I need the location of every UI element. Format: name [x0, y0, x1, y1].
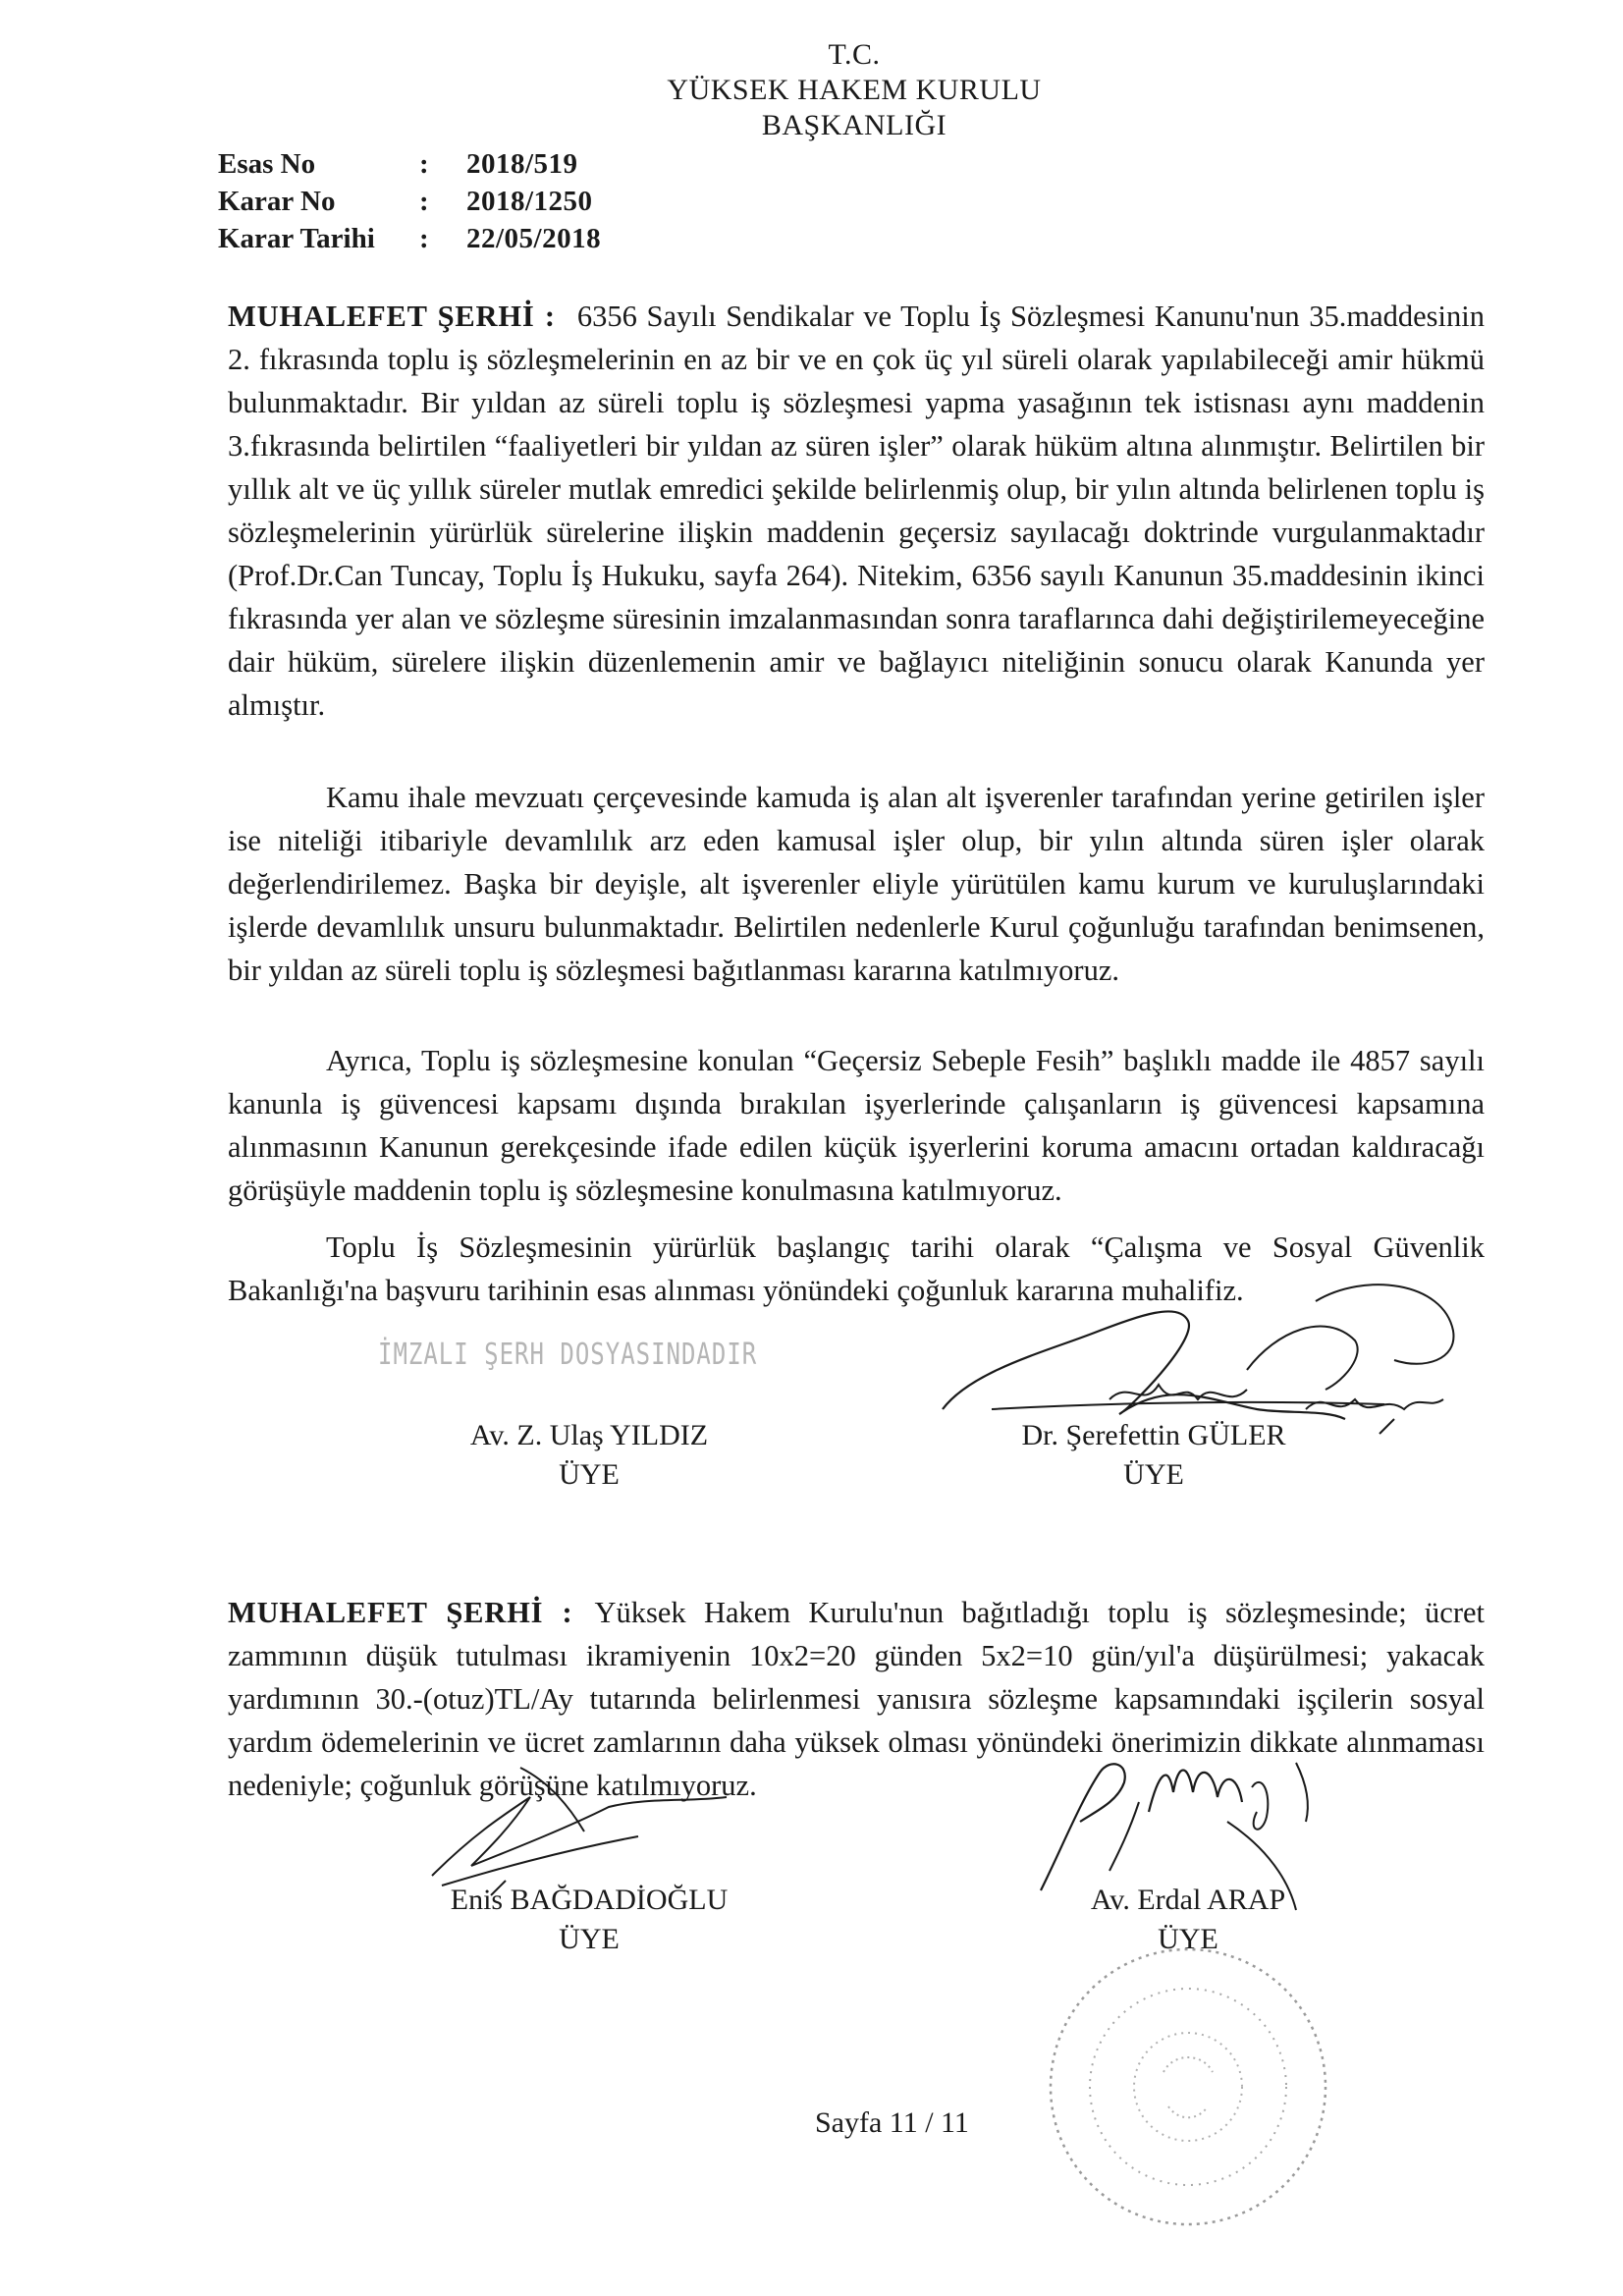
- signer-role: ÜYE: [559, 1923, 620, 1955]
- case-colon: :: [419, 223, 429, 254]
- dissent1-text3: Ayrıca, Toplu iş sözleşmesine konulan “Geçersiz Sebeple Fesih” başlıklı madde ile 4857 sayılı kanunla iş güvencesi kapsamı dışında bırakılan işyerlerinde çalışanların iş güvencesi kapsamına alınmasının Kanunun gerekçesinde ifade edilen küçük işyerlerini koruma amacını ortadan kaldıracağı görüşüyle maddenin toplu iş sözleşmesine konulmasına katılmıyoruz.: [228, 1044, 1485, 1207]
- signer-name: Av. Z. Ulaş YILDIZ: [469, 1419, 709, 1451]
- case-row-karar: [218, 183, 601, 220]
- dissent2-paragraph: [228, 1591, 1485, 1807]
- dissent1-paragraph3: [228, 1039, 1485, 1212]
- signer-name: Av. Erdal ARAP: [1090, 1884, 1286, 1916]
- header-country: T.C.: [828, 38, 881, 71]
- document-header: [550, 37, 1159, 143]
- signer-name: Dr. Şerefettin GÜLER: [1021, 1419, 1286, 1451]
- signer-name: Enis BAĞDADİOĞLU: [450, 1884, 729, 1916]
- case-value: 22/05/2018: [466, 223, 602, 254]
- signer-role: ÜYE: [1123, 1458, 1184, 1491]
- dissent2-text: Yüksek Hakem Kurulu'nun bağıtladığı toplu iş sözleşmesinde; ücret zammının düşük tutulması ikramiyenin 10x2=20 günden 5x2=10 gün/yıl'a düşürülmesi; yakacak yardımının 30.-(otuz)TL/Ay tutarında belirlenmesi yanısıra sözleşme kapsamındaki işçilerin sosyal yardım ödemelerinin ve ücret zamlarının daha yüksek olması yönündeki önerimizin dikkate alınmaması nedeniyle; çoğunluk görüşüne katılmıyoruz.: [228, 1596, 1485, 1802]
- case-label: Karar No: [218, 186, 336, 217]
- dissent1-paragraph4: [228, 1226, 1485, 1312]
- official-seal-icon: [1031, 1925, 1345, 2249]
- header-office: BAŞKANLIĞI: [761, 109, 947, 141]
- case-colon: :: [419, 148, 429, 180]
- signature-bagdadioglu: [412, 1881, 766, 1959]
- case-colon: :: [419, 186, 429, 217]
- header-institution: YÜKSEK HAKEM KURULU: [667, 74, 1042, 106]
- case-info: [218, 145, 601, 257]
- signature-arap: [1060, 1881, 1316, 1959]
- page-number: Sayfa 11 / 11: [815, 2106, 969, 2139]
- dissent1-text4: Toplu İş Sözleşmesinin yürürlük başlangıç tarihi olarak “Çalışma ve Sosyal Güvenlik Bakanlığı'na başvuru tarihinin esas alınması yönündeki çoğunluk kararına muhalifiz.: [228, 1230, 1485, 1307]
- case-row-tarih: [218, 220, 601, 257]
- dissent1-text1: 6356 Sayılı Sendikalar ve Toplu İş Sözleşmesi Kanunu'nun 35.maddesinin 2. fıkrasında toplu iş sözleşmelerinin en az bir ve en çok üç yıl süreli olarak yapılabileceği amir hükmü bulunmaktadır. Bir yıldan az süreli toplu iş sözleşmesi yapma yasağının tek istisnası aynı maddenin 3.fıkrasında belirtilen “faaliyetleri bir yıldan az süren işler” olarak hüküm altına alınmıştır. Belirtilen bir yıllık alt ve üç yıllık süreler mutlak emredici şekilde belirlenmiş olup, bir yılın altında belirlenen toplu iş sözleşmelerinin yürürlük sürelerine ilişkin maddenin geçersiz sayılacağı doktrinde vurgulanmaktadır (Prof.Dr.Can Tuncay, Toplu İş Hukuku, sayfa 264). Nitekim, 6356 sayılı Kanunun 35.maddesinin ikinci fıkrasında yer alan ve sözleşme süresinin imzalanmasından sonra taraflarınca dahi değiştirilemeyeceğine dair hüküm, sürelere ilişkin düzenlemenin amir ve bağlayıcı niteliğinin sonucu olarak Kanunda yer almıştır.: [228, 300, 1486, 722]
- dissent2-heading: MUHALEFET ŞERHİ :: [228, 1596, 573, 1629]
- case-value: 2018/519: [466, 148, 578, 180]
- dissent1-paragraph2: [228, 776, 1485, 992]
- case-row-esas: [218, 145, 601, 183]
- case-value: 2018/1250: [466, 186, 593, 217]
- signature-guler: [992, 1416, 1316, 1495]
- signed-dissent-stamp: İMZALI ŞERH DOSYASINDADIR: [378, 1337, 758, 1372]
- signer-role: ÜYE: [1158, 1923, 1218, 1955]
- dissent1-paragraph1: [228, 295, 1485, 727]
- dissent1-heading: MUHALEFET ŞERHİ :: [228, 300, 556, 333]
- case-label: Karar Tarihi: [218, 223, 375, 254]
- case-label: Esas No: [218, 148, 316, 180]
- dissent1-text2: Kamu ihale mevzuatı çerçevesinde kamuda iş alan alt işverenler tarafından yerine getirilen işler ise niteliği itibariyle devamlılık arz eden kamusal işler olup, bir yılın altında süren işler olarak değerlendirilemez. Başka bir deyişle, alt işverenler eliyle yürütülen kamu kurum ve kuruluşlarındaki işlerde devamlılık unsuru bulunmaktadır. Belirtilen nedenlerle Kurul çoğunluğu tarafından benimsenen, bir yıldan az süreli toplu iş sözleşmesi bağıtlanması kararına katılmıyoruz.: [228, 781, 1485, 987]
- signer-role: ÜYE: [559, 1458, 620, 1491]
- signature-yildiz: [442, 1416, 736, 1495]
